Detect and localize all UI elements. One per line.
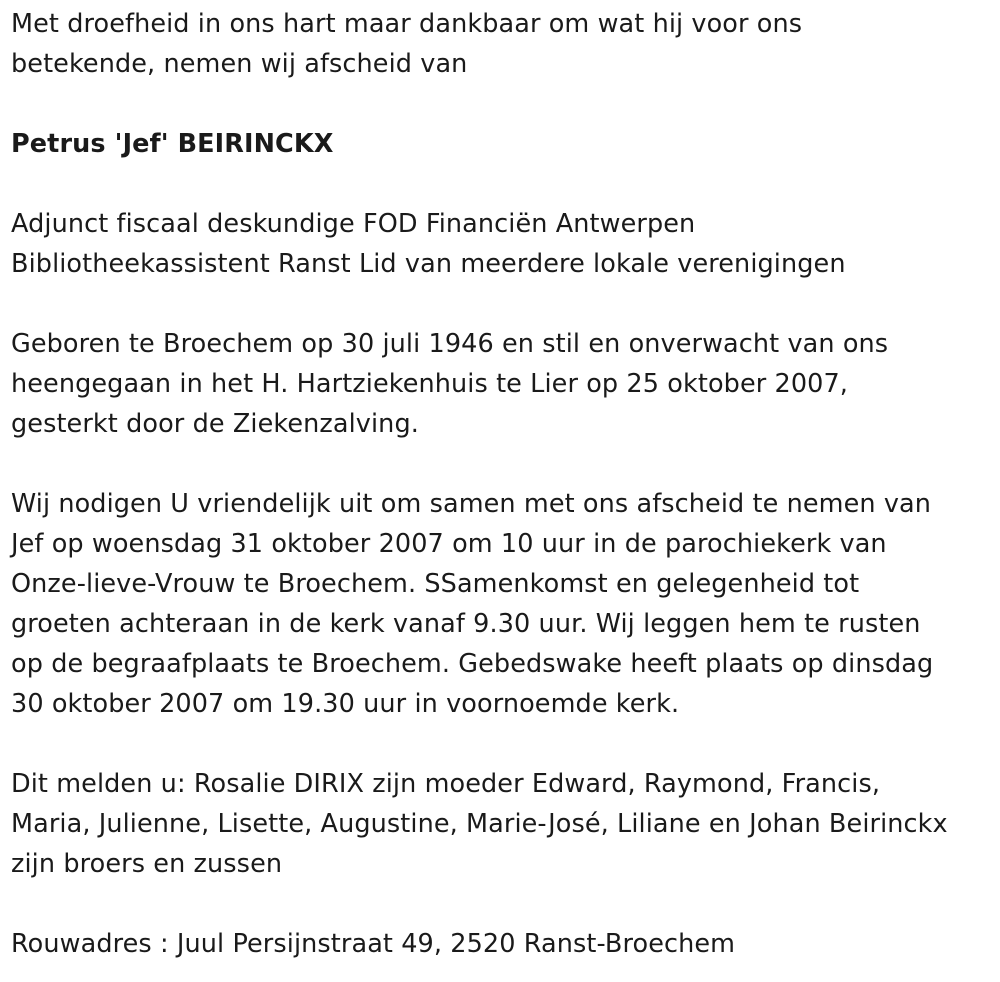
ceremony-line: groeten achteraan in de kerk vanaf 9.30 uur. Wij leggen hem te rusten [11,609,921,639]
ceremony-line: Onze-lieve-Vrouw te Broechem. SSamenkomst en gelegenheid tot [11,569,860,599]
address-paragraph [11,924,991,964]
intro-paragraph [11,4,991,84]
birth-death-line: Geboren te Broechem op 30 juli 1946 en stil en onverwacht van ons [11,329,889,359]
ceremony-line: Jef op woensdag 31 oktober 2007 om 10 uur in de parochiekerk van [11,529,887,559]
birth-death-paragraph [11,324,991,444]
mourning-address: Rouwadres : Juul Persijnstraat 49, 2520 Ranst-Broechem [11,929,736,959]
roles-paragraph [11,204,991,284]
family-line: Maria, Julienne, Lisette, Augustine, Marie-José, Liliane en Johan Beirinckx [11,809,948,839]
ceremony-line: op de begraafplaats te Broechem. Gebedswake heeft plaats op dinsdag [11,649,934,679]
deceased-name: Petrus 'Jef' BEIRINCKX [11,129,334,159]
family-line: zijn broers en zussen [11,849,283,879]
role-line: Bibliotheekassistent Ranst Lid van meerdere lokale verenigingen [11,249,846,279]
ceremony-paragraph [11,484,991,724]
death-notice [11,4,991,964]
family-line: Dit melden u: Rosalie DIRIX zijn moeder Edward, Raymond, Francis, [11,769,881,799]
role-line: Adjunct fiscaal deskundige FOD Financiën Antwerpen [11,209,696,239]
intro-line: betekende, nemen wij afscheid van [11,49,468,79]
family-paragraph [11,764,991,884]
birth-death-line: heengegaan in het H. Hartziekenhuis te Lier op 25 oktober 2007, [11,369,849,399]
birth-death-line: gesterkt door de Ziekenzalving. [11,409,419,439]
ceremony-line: 30 oktober 2007 om 19.30 uur in voornoemde kerk. [11,689,680,719]
ceremony-line: Wij nodigen U vriendelijk uit om samen met ons afscheid te nemen van [11,489,932,519]
intro-line: Met droefheid in ons hart maar dankbaar om wat hij voor ons [11,9,803,39]
name-paragraph [11,124,991,164]
